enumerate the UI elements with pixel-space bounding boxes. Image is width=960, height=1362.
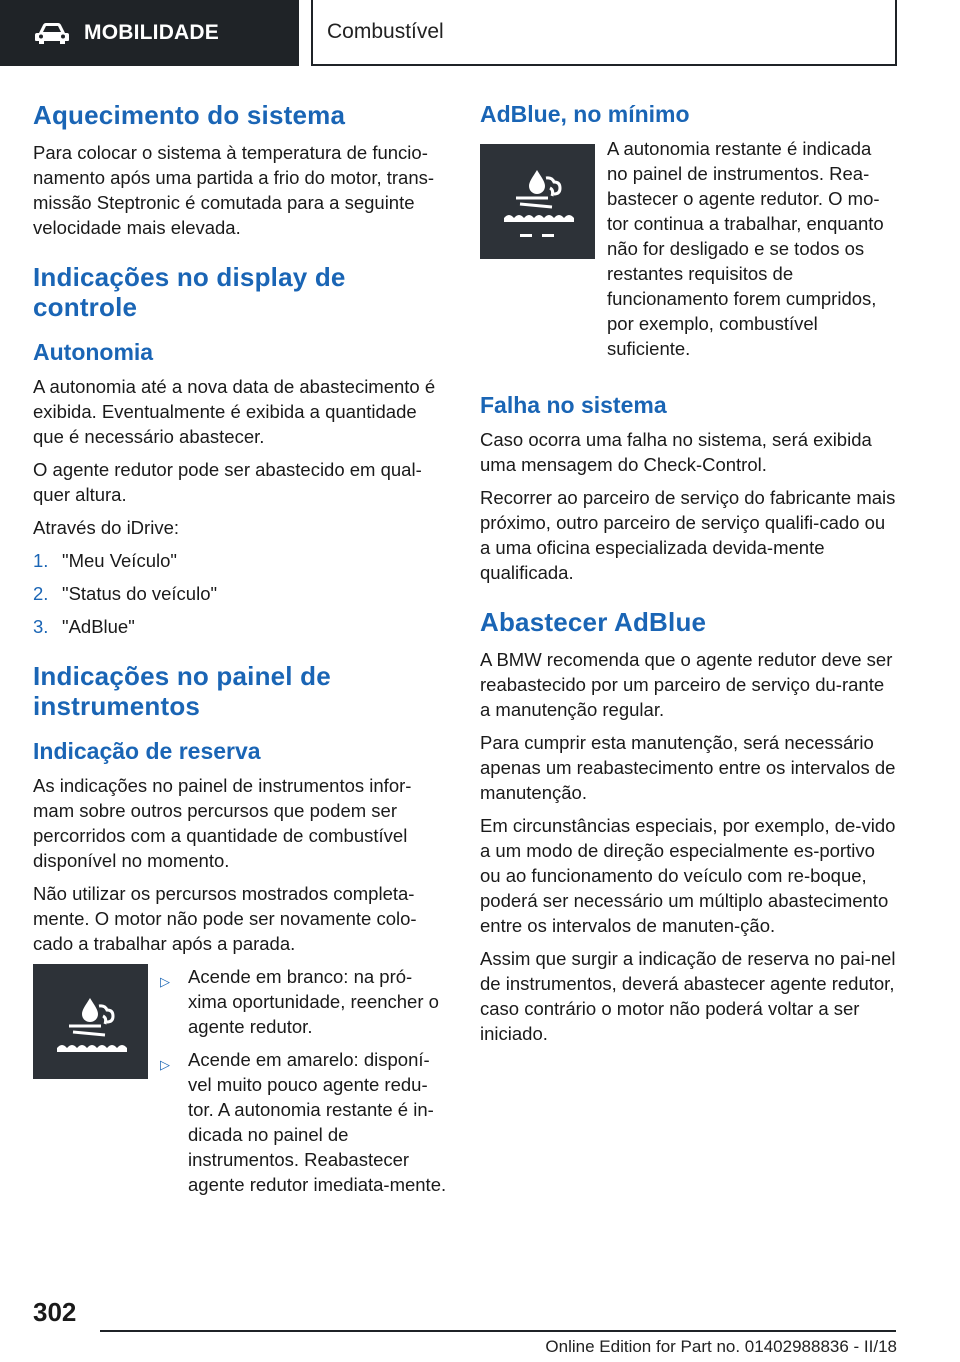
- paragraph-abastecer-3: Em circunstâncias especiais, por exemplo, de-vido a um modo de direção especialmente es-portivo ou ao funcionamento do veículo com re-boque, poderá ser necessário um múltiplo abastecimento entre os intervalos de manuten-ção.: [480, 815, 896, 936]
- triangle-bullet-icon: ▷: [160, 974, 170, 989]
- adblue-reserve-icon: [33, 964, 148, 1079]
- heading-autonomia: Autonomia: [33, 339, 154, 365]
- page-header: [0, 0, 960, 66]
- step-text: "Meu Veículo": [62, 550, 177, 571]
- right-column: [480, 100, 896, 1054]
- heading-display: Indicações no display de controle: [33, 262, 346, 322]
- triangle-bullet-icon: ▷: [160, 1057, 170, 1072]
- heading-minimo: AdBlue, no mínimo: [480, 101, 690, 127]
- paragraph-reserva-1: As indicações no painel de instrumentos infor-mam sobre outros percursos que podem ser percorridos com a quantidade de combustível disponível no momento.: [33, 775, 412, 871]
- page-number: 302: [33, 1297, 77, 1327]
- paragraph-falha-2: Recorrer ao parceiro de serviço do fabricante mais próximo, outro parceiro de serviço qualifi-cado ou a uma oficina especializada devida-mente qualificada.: [480, 487, 896, 583]
- list-item: [33, 581, 449, 606]
- heading-aquecimento: Aquecimento do sistema: [33, 100, 346, 130]
- paragraph-idrive: Através do iDrive:: [33, 517, 179, 538]
- paragraph-reserva-2: Não utilizar os percursos mostrados completa-mente. O motor não pode ser novamente colo-cado a trabalhar após a parada.: [33, 883, 417, 954]
- chapter-tab: [311, 0, 897, 66]
- paragraph-autonomia-1: A autonomia até a nova data de abastecimento é exibida. Eventualmente é exibida a quantidade que é necessário abastecer.: [33, 376, 436, 447]
- paragraph-abastecer-1: A BMW recomenda que o agente redutor deve ser reabastecido por um parceiro de serviço du-rante a manutenção regular.: [480, 649, 893, 720]
- list-item: [33, 614, 449, 639]
- idrive-steps: [33, 548, 449, 639]
- bullet-text: Acende em branco: na pró-xima oportunidade, reencher o agente redutor.: [188, 966, 439, 1037]
- section-tab: [0, 0, 299, 66]
- heading-abastecer: Abastecer AdBlue: [480, 607, 707, 637]
- section-tab-label: MOBILIDADE: [84, 21, 219, 44]
- heading-falha: Falha no sistema: [480, 392, 667, 418]
- adblue-minimum-icon: [480, 144, 595, 259]
- edition-note: Online Edition for Part no. 01402988836 - II/18: [545, 1337, 897, 1356]
- heading-reserva: Indicação de reserva: [33, 738, 261, 764]
- left-column: [33, 100, 449, 1205]
- heading-painel: Indicações no painel de instrumentos: [33, 661, 331, 721]
- step-number: 2.: [33, 583, 49, 604]
- paragraph-abastecer-2: Para cumprir esta manutenção, será necessário apenas um reabastecimento entre os intervalos de manutenção.: [480, 732, 896, 803]
- step-text: "AdBlue": [62, 616, 135, 637]
- car-icon: [34, 21, 70, 45]
- paragraph-abastecer-4: Assim que surgir a indicação de reserva no pai-nel de instrumentos, deverá abastecer agente redutor, caso contrário o motor não poderá voltar a ser iniciado.: [480, 948, 896, 1044]
- paragraph-autonomia-2: O agente redutor pode ser abastecido em qual-quer altura.: [33, 459, 422, 505]
- list-item: [160, 1047, 449, 1197]
- step-text: "Status do veículo": [62, 583, 218, 604]
- step-number: 1.: [33, 550, 49, 571]
- list-item: [33, 548, 449, 573]
- reserve-indicator-block: [33, 964, 449, 1205]
- step-number: 3.: [33, 616, 49, 637]
- minimum-indicator-block: [480, 136, 896, 369]
- paragraph-minimo: A autonomia restante é indicada no painel de instrumentos. Rea-bastecer o agente redutor. O mo-tor continua a trabalhar, enquanto não for desligado e se todos os restantes requisitos de funcionamento forem cumpridos, por exemplo, combustível suficiente.: [607, 138, 884, 359]
- paragraph-falha-1: Caso ocorra uma falha no sistema, será exibida uma mensagem do Check-Control.: [480, 429, 872, 475]
- footer-divider: [100, 1330, 896, 1332]
- chapter-tab-label: Combustível: [327, 20, 444, 43]
- list-item: [160, 964, 449, 1039]
- bullet-text: Acende em amarelo: disponí-vel muito pouco agente redu-tor. A autonomia restante é in-dicada no painel de instrumentos. Reabastecer agente redutor imediata-mente.: [188, 1049, 447, 1195]
- reserve-bullets: [160, 964, 449, 1197]
- paragraph-aquecimento: Para colocar o sistema à temperatura de funcio-namento após uma partida a frio do motor, trans-missão Steptronic é comutada para a seguinte velocidade mais elevada.: [33, 142, 435, 238]
